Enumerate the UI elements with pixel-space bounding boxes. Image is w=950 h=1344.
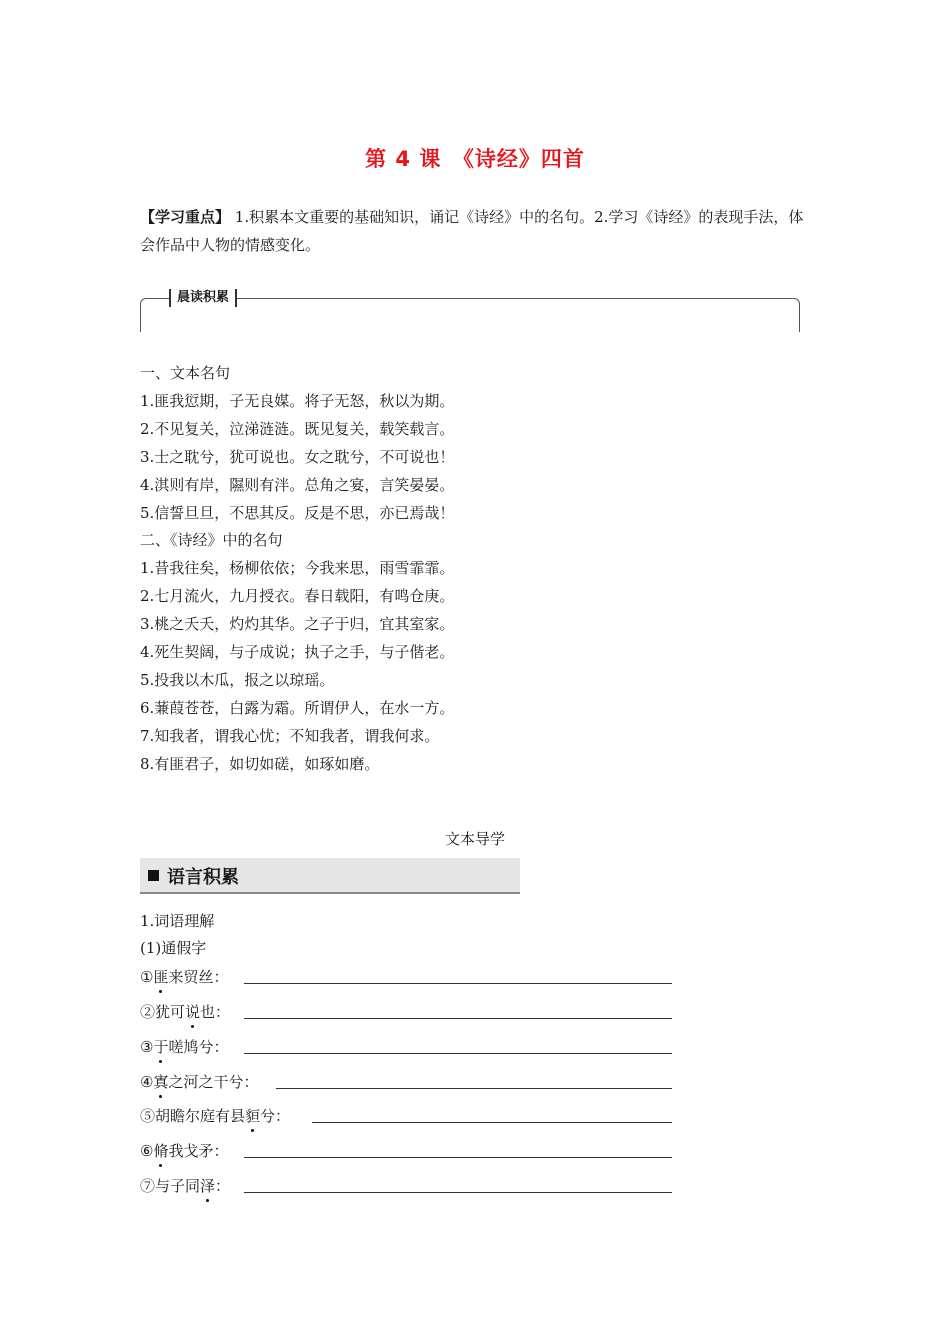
page-title: 第 4 课 《诗经》四首: [365, 147, 585, 171]
emphasis-char: 说: [185, 1003, 201, 1021]
list-item: 5.投我以木瓜，报之以琼瑶。: [140, 670, 335, 689]
list-item: 一、文本名句: [140, 364, 231, 382]
language-section-title: 语言积累: [167, 867, 239, 888]
recitation-list: [140, 360, 840, 779]
fill-blank-row: [140, 1071, 672, 1097]
list-item: 3.桃之夭夭，灼灼其华。之子于归，宜其室家。: [140, 615, 455, 634]
answer-blank[interactable]: [244, 983, 672, 984]
emphasis-char: 匪: [153, 968, 169, 986]
emphasis-char: 泽: [200, 1177, 216, 1195]
square-bullet-icon: [148, 870, 159, 881]
fill-blank-label: ②犹可说也：: [140, 1003, 231, 1021]
emphasis-char: 貆: [245, 1107, 261, 1125]
answer-blank[interactable]: [244, 1192, 672, 1193]
list-item: 4.淇则有岸，隰则有泮。总角之宴，言笑晏晏。: [140, 475, 455, 494]
fill-blank-row: [140, 1105, 672, 1131]
answer-blank[interactable]: [244, 1018, 672, 1019]
learning-focus-text: 1.积累本文重要的基础知识，诵记《诗经》中的名句。2.学习《诗经》的表现手法，体会作品中人物的情感变化。: [140, 208, 804, 254]
fill-blank-row: [140, 1140, 672, 1166]
list-item: 7.知我者，谓我心忧；不知我者，谓我何求。: [140, 726, 440, 745]
fill-blank-row: [140, 1001, 672, 1027]
list-item: 8.有匪君子，如切如磋，如琢如磨。: [140, 754, 380, 773]
emphasis-char: 脩: [153, 1142, 169, 1160]
fill-blank-row: [140, 1036, 672, 1062]
fill-blank-label: ③于嗟鸠兮：: [140, 1038, 229, 1056]
list-item: 二、《诗经》中的名句: [140, 531, 283, 550]
list-item: 5.信誓旦旦，不思其反。反是不思，亦已焉哉！: [140, 503, 455, 522]
learning-focus-tag: 【学习重点】: [140, 208, 231, 226]
learning-focus: [140, 203, 812, 259]
fill-blank-label: ⑦与子同泽：: [140, 1177, 231, 1195]
morning-reading-box: [140, 290, 800, 332]
fill-blank-label: ①匪来贸丝：: [140, 968, 229, 986]
subheading-word-understanding: 1.词语理解: [140, 912, 215, 930]
answer-blank[interactable]: [244, 1157, 672, 1158]
emphasis-char: 寘: [153, 1073, 169, 1091]
list-item: 2.七月流火，九月授衣。春日载阳，有鸣仓庚。: [140, 587, 455, 606]
answer-blank[interactable]: [276, 1088, 672, 1089]
fill-blank-row: [140, 966, 672, 992]
answer-blank[interactable]: [312, 1122, 672, 1123]
list-item: 1.匪我愆期，子无良媒。将子无怒，秋以为期。: [140, 391, 455, 410]
list-item: 3.士之耽兮，犹可说也。女之耽兮，不可说也！: [140, 447, 455, 466]
section-heading: 文本导学: [444, 830, 505, 848]
list-item: 6.蒹葭苍苍，白露为霜。所谓伊人，在水一方。: [140, 698, 455, 717]
list-item: 2.不见复关，泣涕涟涟。既见复关，载笑载言。: [140, 419, 455, 438]
subheading-tongjia: (1)通假字: [140, 939, 207, 957]
fill-blank-label: ⑤胡瞻尔庭有县貆兮：: [140, 1107, 291, 1125]
list-item: 4.死生契阔，与子成说；执子之手，与子偕老。: [140, 643, 455, 662]
language-section-bar: [140, 858, 520, 894]
morning-reading-label: 晨读积累: [169, 289, 237, 307]
list-item: 1.昔我往矣，杨柳依依；今我来思，雨雪霏霏。: [140, 559, 455, 578]
fill-blank-row: [140, 1175, 672, 1201]
fill-blank-label: ⑥脩我戈矛：: [140, 1142, 229, 1160]
answer-blank[interactable]: [244, 1053, 672, 1054]
fill-blank-label: ④寘之河之干兮：: [140, 1073, 259, 1091]
emphasis-char: 于: [153, 1038, 169, 1056]
